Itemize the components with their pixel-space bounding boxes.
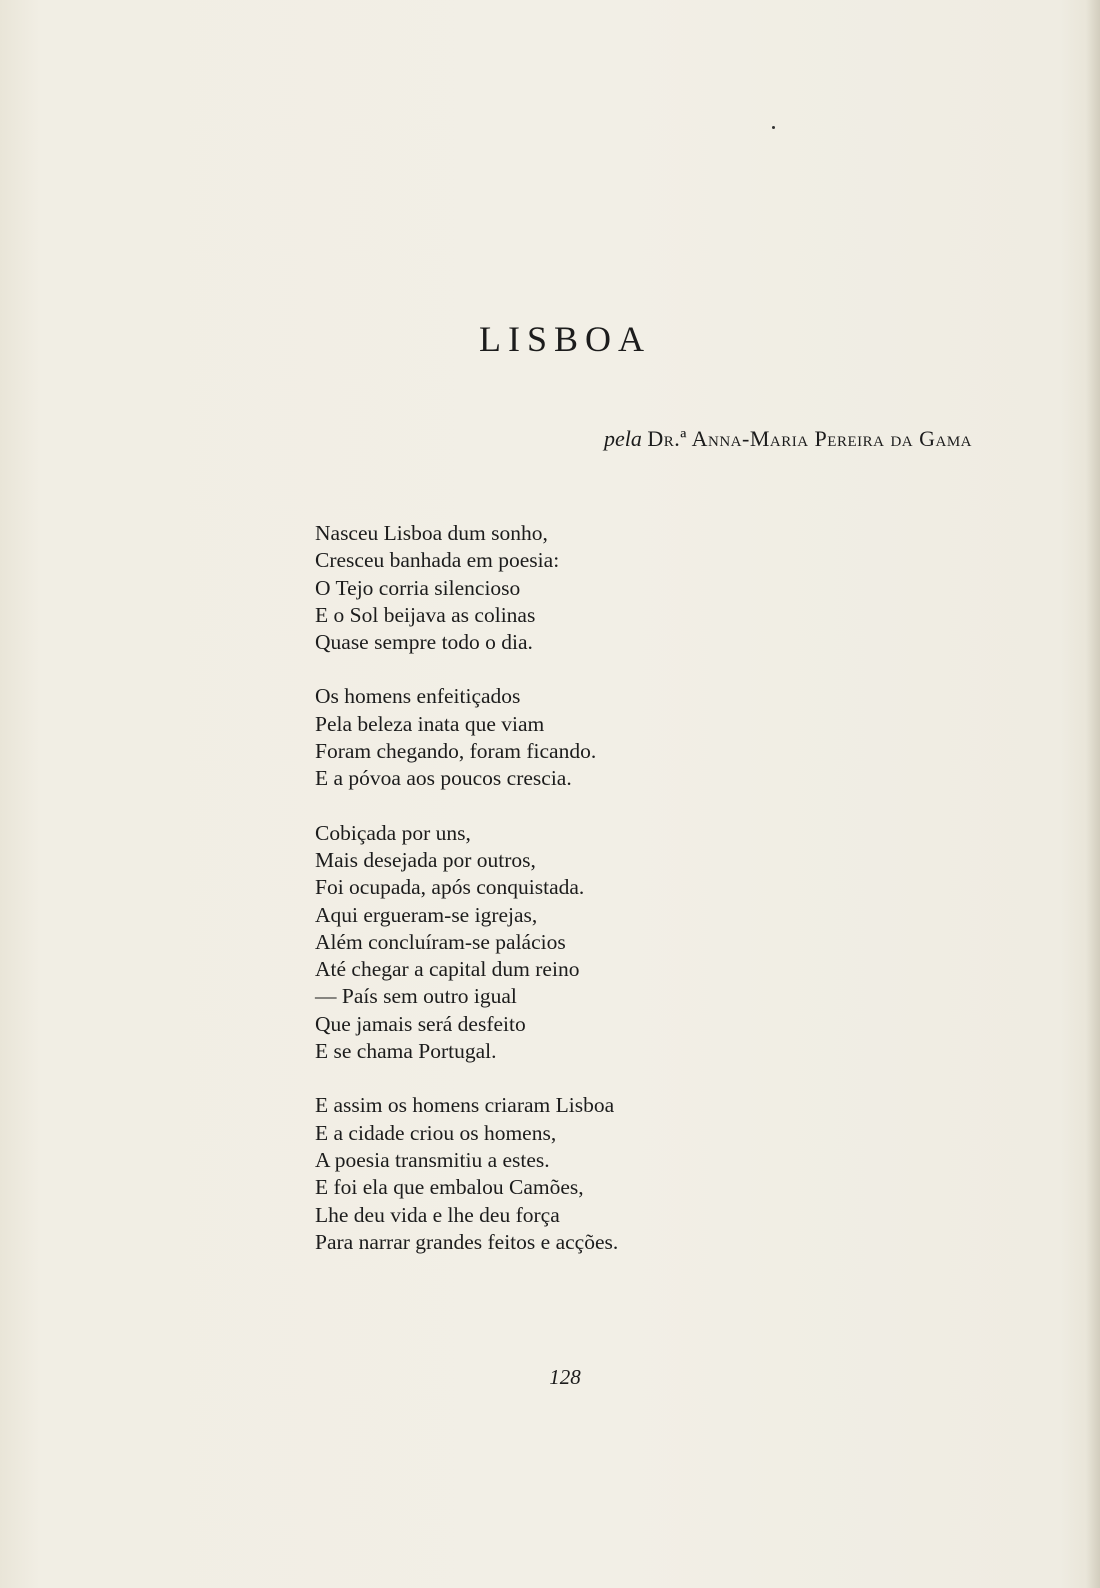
poem-line: E assim os homens criaram Lisboa bbox=[315, 1093, 615, 1118]
poem-line: Para narrar grandes feitos e acções. bbox=[315, 1229, 619, 1254]
poem-line: Cobiçada por uns, bbox=[315, 820, 471, 845]
poem-line: E foi ela que embalou Camões, bbox=[315, 1175, 584, 1200]
poem-body bbox=[315, 520, 875, 1283]
poem-line: Até chegar a capital dum reino bbox=[315, 957, 580, 982]
poem-line: E se chama Portugal. bbox=[315, 1039, 497, 1064]
byline-prefix: pela bbox=[603, 426, 642, 451]
article-title: LISBOA bbox=[478, 319, 651, 359]
page-edge-shadow bbox=[1086, 0, 1100, 1588]
poem-stanza bbox=[315, 520, 875, 656]
poem-line: E a póvoa aos poucos crescia. bbox=[315, 766, 572, 791]
poem-line: Lhe deu vida e lhe deu força bbox=[315, 1202, 560, 1227]
poem-stanza bbox=[315, 1092, 875, 1256]
ink-speck bbox=[772, 126, 775, 129]
poem-line: E a cidade criou os homens, bbox=[315, 1120, 557, 1145]
poem-line: Mais desejada por outros, bbox=[315, 847, 536, 872]
poem-line: Foram chegando, foram ficando. bbox=[315, 739, 597, 764]
poem-line: Quase sempre todo o dia. bbox=[315, 630, 533, 655]
poem-line: O Tejo corria silencioso bbox=[315, 575, 521, 600]
byline-author: Dr.ª Anna-Maria Pereira da Gama bbox=[647, 426, 972, 451]
poem-line: Pela beleza inata que viam bbox=[315, 711, 545, 736]
poem-line: Além concluíram-se palácios bbox=[315, 929, 566, 954]
poem-line: Aqui ergueram-se igrejas, bbox=[315, 902, 538, 927]
poem-line: Que jamais será desfeito bbox=[315, 1011, 526, 1036]
poem-stanza bbox=[315, 683, 875, 792]
page-number: 128 bbox=[549, 1365, 581, 1389]
poem-line: A poesia transmitiu a estes. bbox=[315, 1147, 550, 1172]
poem-line: — País sem outro igual bbox=[315, 984, 517, 1009]
poem-line: Os homens enfeitiçados bbox=[315, 684, 521, 709]
poem-stanza bbox=[315, 820, 875, 1066]
byline bbox=[604, 426, 972, 452]
poem-line: Foi ocupada, após conquistada. bbox=[315, 875, 585, 900]
poem-line: Cresceu banhada em poesia: bbox=[315, 548, 560, 573]
poem-line: E o Sol beijava as colinas bbox=[315, 602, 536, 627]
poem-line: Nasceu Lisboa dum sonho, bbox=[315, 521, 548, 545]
